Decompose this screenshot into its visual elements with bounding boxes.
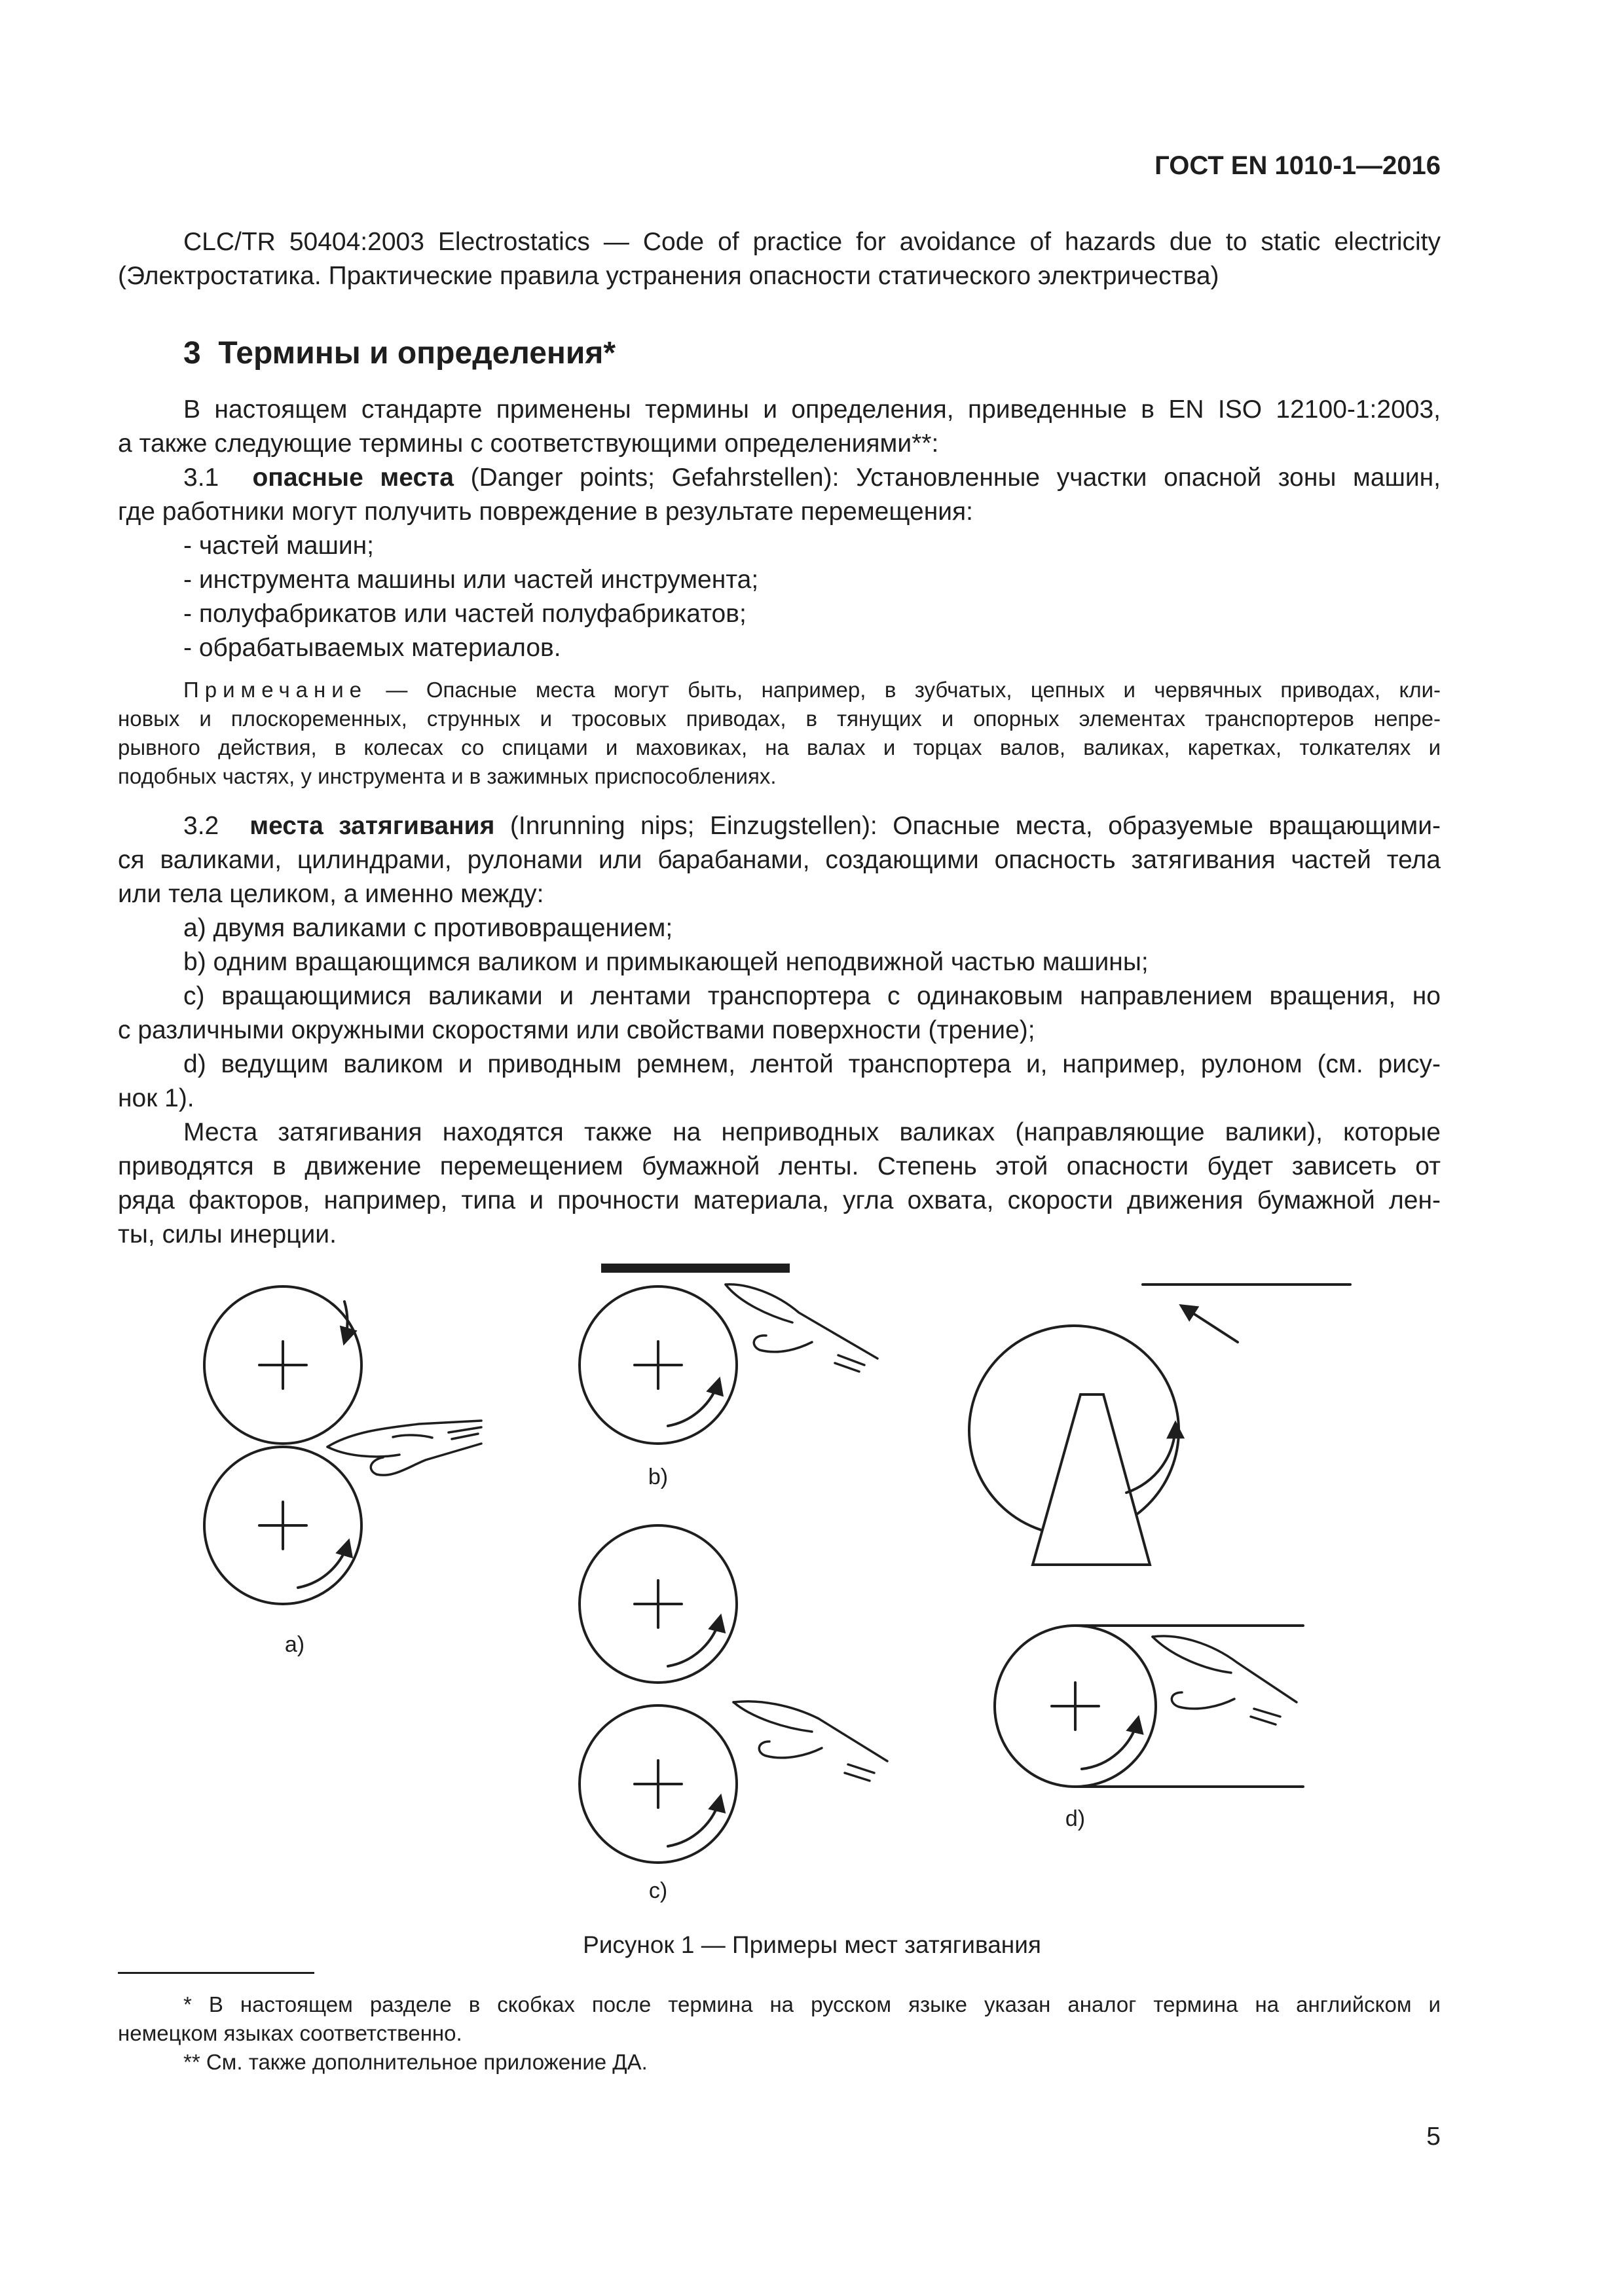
paragraph-line: ты, силы инерции. [118,1220,337,1248]
figure-b-roller [580,1286,737,1444]
footnote: * В настоящем разделе в скобках после термина на русском языке указан аналог термина на английском и [183,1992,1441,2016]
reference-translation: (Электростатика. Практические правила устранения опасности статического электричества) [118,262,1219,290]
list-item: b) одним вращающимся валиком и примыкающей неподвижной частью машины; [183,948,1149,976]
term-definition: (Danger points; Gefahrstellen): Установленные участки опасной зоны машин, [470,464,1441,492]
paragraph-line: приводятся в движение перемещением бумажной ленты. Степень этой опасности будет зависеть от [118,1152,1441,1180]
intro-line: В настоящем стандарте применены термины и определения, приведенные в EN ISO 12100-1:2003, [183,395,1441,424]
figure-c-hand-icon [733,1702,887,1781]
figure-label-b: b) [648,1465,669,1489]
page-number: 5 [1426,2123,1441,2151]
term-name: места затягивания [249,812,495,840]
figure-c-rollers [580,1525,737,1863]
list-item-cont: с различными окружными скоростями или свойствами поверхности (трение); [118,1016,1035,1044]
list-item: - обрабатываемых материалов. [183,634,561,662]
list-item: - инструмента машины или частей инструмента; [183,566,759,594]
paragraph-line: ряда факторов, например, типа и прочности материала, угла охвата, скорости движения бумажной лен- [118,1186,1441,1214]
term-definition-cont: ся валиками, цилиндрами, рулонами или барабанами, создающими опасность затягивания частей тела [118,846,1441,874]
figure-caption: Рисунок 1 — Примеры мест затягивания [583,1931,1041,1958]
note-label: Примечание [183,678,368,702]
figure-b-fixed-bar [601,1264,790,1273]
note-line: рывного действия, в колесах со спицами и маховиках, на валах и торцах валов, валиках, каретках, толкателях и [118,735,1441,759]
note-line: новых и плоскоременных, струнных и тросовых приводах, в тянущих и опорных элементах транспортеров непре- [118,706,1441,731]
list-item: a) двумя валиками с противовращением; [183,914,673,942]
figure-roll-on-stand [969,1285,1350,1565]
note-line: подобных частях, у инструмента и в зажимных приспособлениях. [118,764,777,788]
list-item-cont: нок 1). [118,1084,194,1112]
term-name: опасные места [252,464,454,492]
footnote-separator [118,1972,314,1974]
figure-b-hand-icon [726,1285,877,1372]
term-number: 3.1 [183,464,219,492]
list-item: - полуфабрикатов или частей полуфабрикатов; [183,600,747,628]
term-number: 3.2 [183,812,219,840]
term-definition-cont: где работники могут получить повреждение в результате перемещения: [118,498,973,526]
footnote-line: немецком языках соответственно. [118,2021,462,2045]
list-item: c) вращающимися валиками и лентами транспортера с одинаковым направлением вращения, но [183,982,1441,1010]
footnote: ** См. также дополнительное приложение ДА. [183,2050,648,2074]
figure-label-c: c) [648,1878,668,1903]
list-item: - частей машин; [183,532,375,560]
figure-label-d: d) [1065,1806,1086,1831]
document-id: ГОСТ EN 1010-1—2016 [1154,151,1441,180]
figure-a-rollers [204,1286,361,1604]
note-text: — Опасные места могут быть, например, в зубчатых, цепных и червячных приводах, кли- [367,678,1441,702]
term-definition: (Inrunning nips; Einzugstellen): Опасные места, образуемые вращающими- [509,812,1441,840]
intro-line: а также следующие термины с соответствующими определениями**: [118,429,939,458]
reference-line: CLC/TR 50404:2003 Electrostatics — Code of practice for avoidance of hazards due to static electricity [183,228,1441,256]
figure-a-hand-icon [327,1421,481,1475]
term-definition-cont: или тела целиком, а именно между: [118,880,544,908]
figure-label-a: a) [284,1632,305,1657]
list-item: d) ведущим валиком и приводным ремнем, лентой транспортера и, например, рулоном (см. рису- [183,1050,1441,1078]
figure-d-hand-icon [1153,1636,1297,1724]
section-heading: 3 Термины и определения* [183,336,616,371]
paragraph-line: Места затягивания находятся также на неприводных валиках (направляющие валики), которые [183,1118,1441,1146]
figure-d-roller-belt [995,1626,1303,1787]
